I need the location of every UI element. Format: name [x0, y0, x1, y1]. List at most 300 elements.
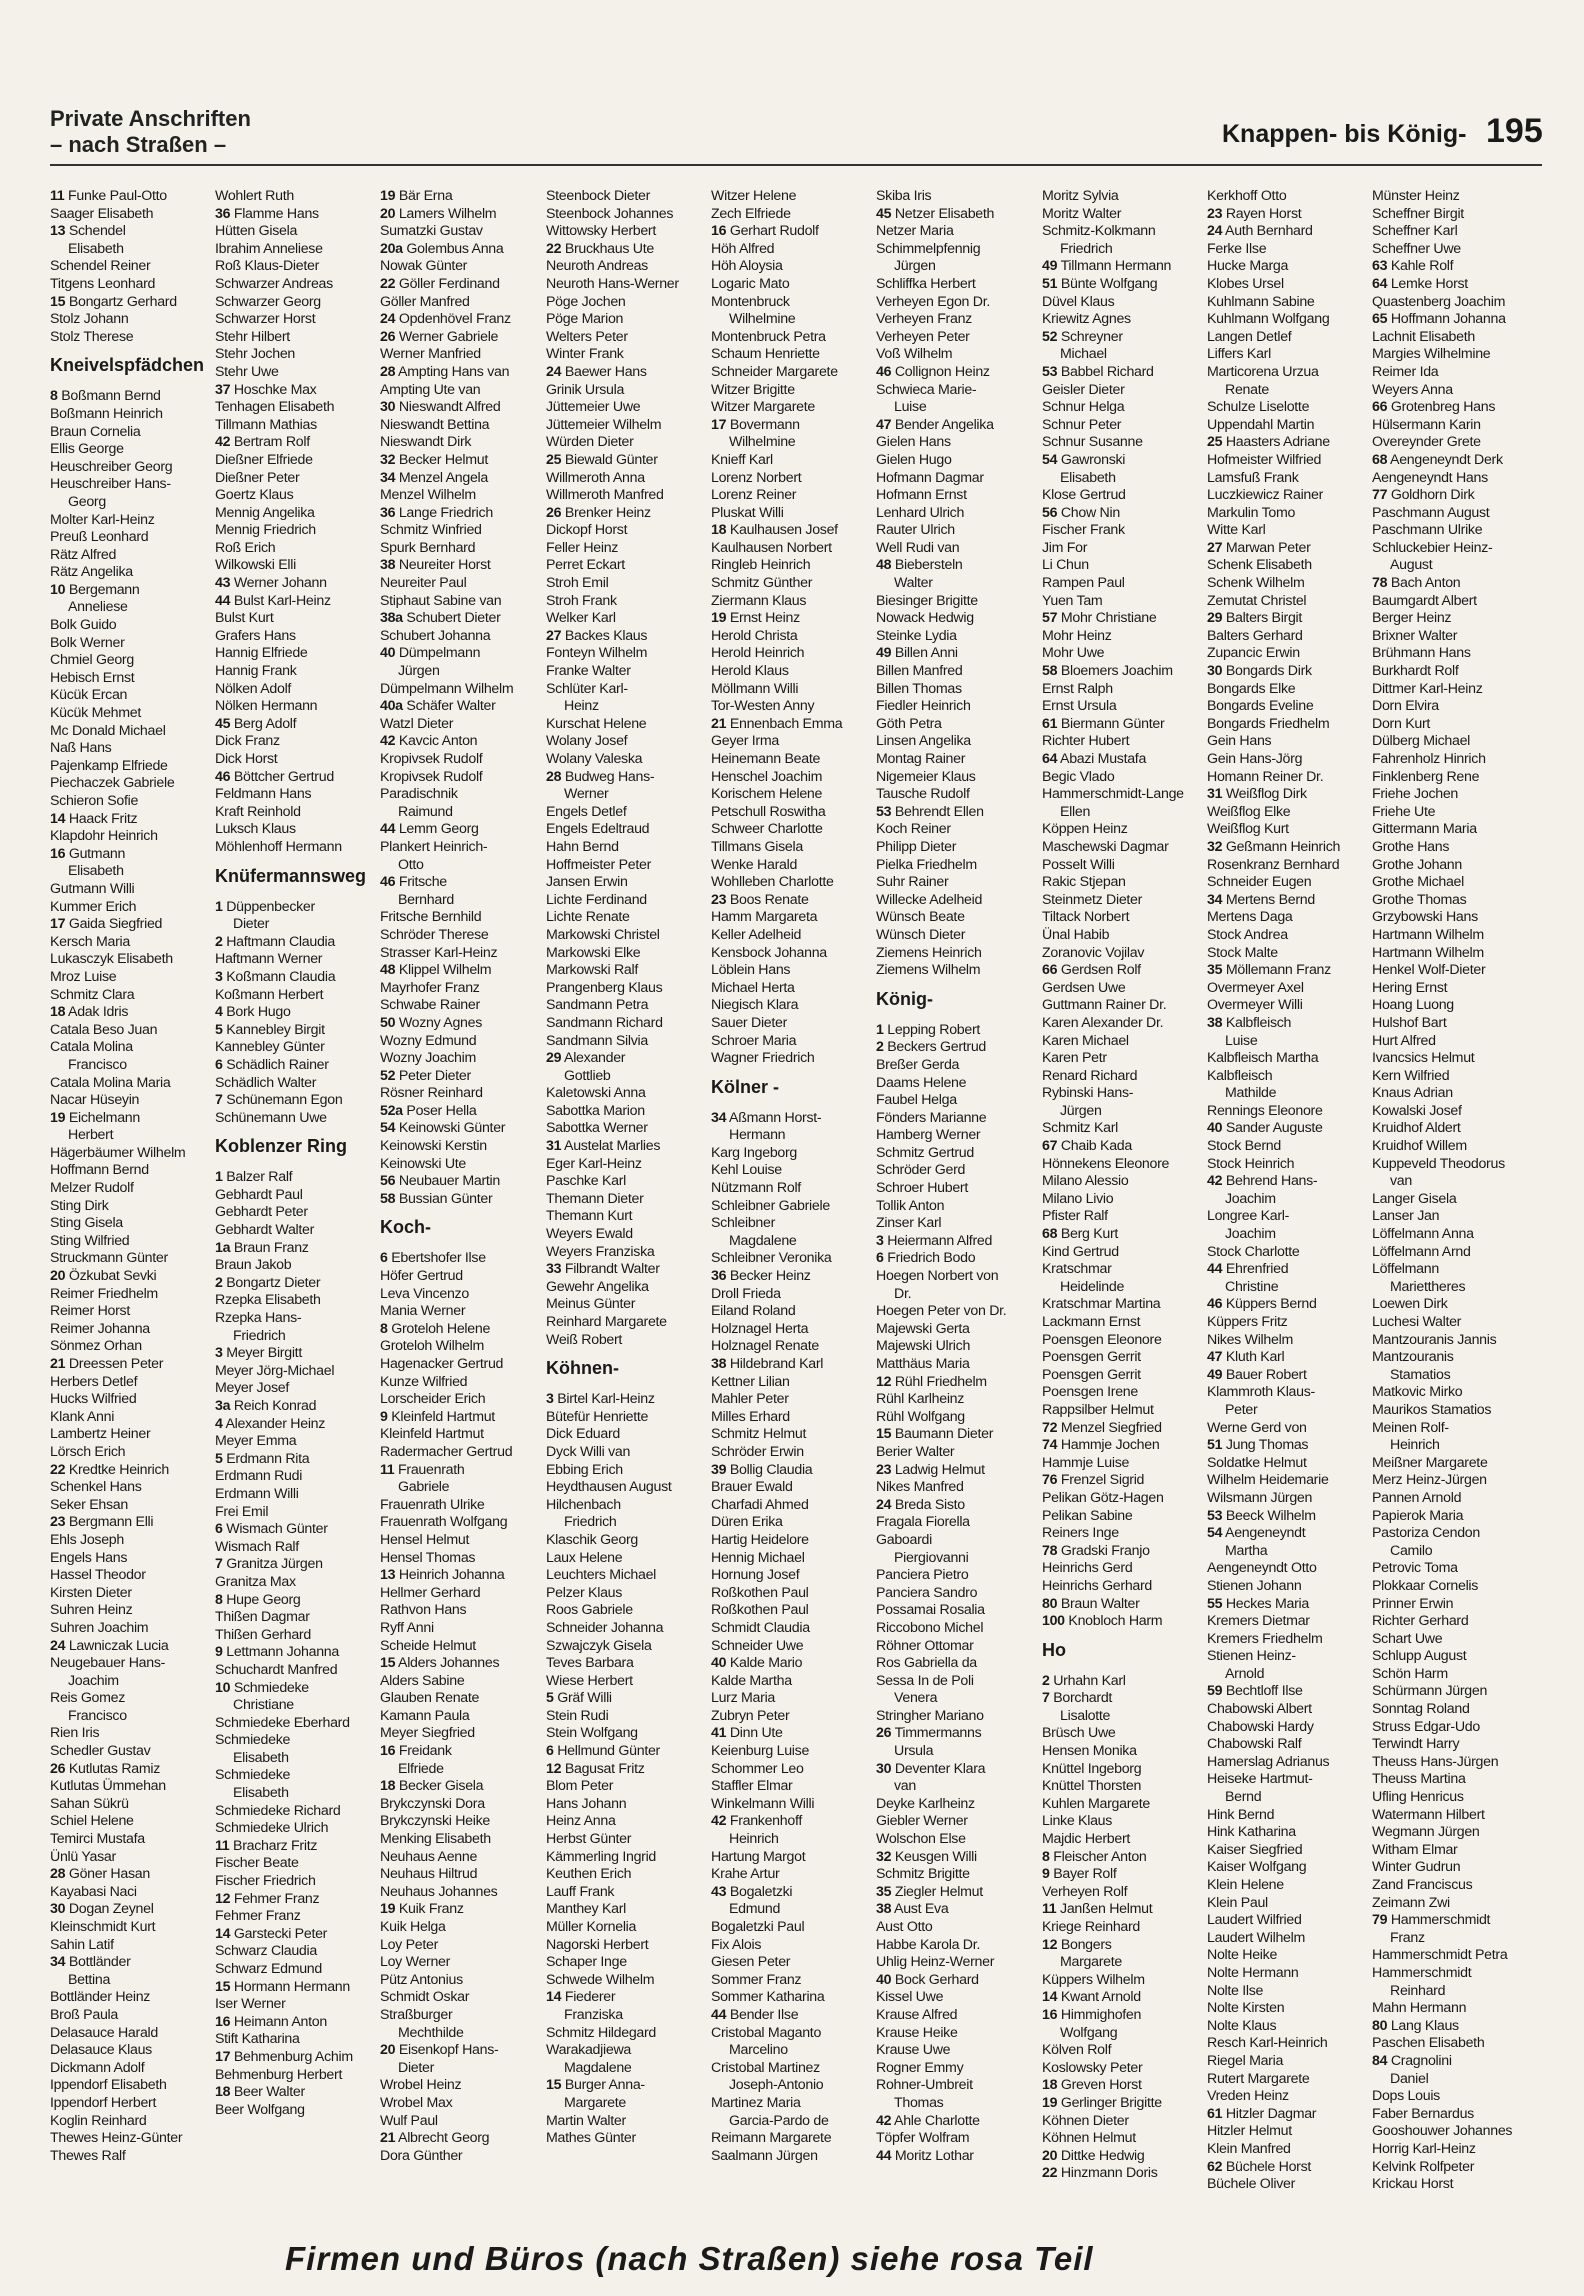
- directory-entry: Vreden Heinz: [1207, 2088, 1289, 2105]
- directory-entry: Dümpelmann Wilhelm: [380, 680, 514, 697]
- directory-entry: 23 Rayen Horst: [1207, 205, 1302, 222]
- directory-entry: Kayabasi Naci: [50, 1883, 137, 1900]
- directory-entry: 30 Bongards Dirk: [1207, 663, 1312, 680]
- directory-entry: Hammerschmidt: [1372, 1964, 1472, 1981]
- directory-entry: Kriege Reinhard: [1042, 1919, 1141, 1935]
- house-number: 30: [876, 1760, 892, 1777]
- directory-entry: Hucks Wilfried: [50, 1391, 137, 1408]
- house-number: 38: [876, 1901, 892, 1918]
- directory-entry: 52a Poser Hella: [380, 1102, 477, 1119]
- entry-continuation: Franziska: [564, 2006, 623, 2023]
- directory-entry: Keller Adelheid: [711, 926, 802, 943]
- directory-entry: Reimer Johanna: [50, 1320, 150, 1337]
- directory-entry: Schleibner Gabriele: [711, 1197, 830, 1214]
- entry-continuation: Margarete: [564, 2094, 626, 2111]
- directory-entry: Tollik Anton: [876, 1197, 945, 1214]
- directory-entry: Schenkel Hans: [50, 1479, 142, 1496]
- house-number: 24: [380, 311, 396, 328]
- column-7: [1042, 188, 1204, 2182]
- directory-entry: Kunze Wilfried: [380, 1373, 468, 1390]
- directory-entry: Gutmann Willi: [50, 880, 135, 897]
- directory-entry: Meißner Margarete: [1372, 1454, 1488, 1471]
- directory-entry: Schwabe Rainer: [380, 997, 480, 1014]
- directory-entry: Schleibner Veronika: [711, 1250, 832, 1267]
- directory-entry: Schmitz Brigitte: [876, 1866, 970, 1883]
- directory-entry: Piechaczek Gabriele: [50, 775, 175, 792]
- house-number: 23: [711, 891, 727, 908]
- entry-continuation: Magdalene: [564, 2059, 632, 2076]
- directory-entry: Lichte Ferdinand: [546, 891, 647, 908]
- house-number: 28: [380, 363, 396, 380]
- directory-entry: Perret Eckart: [546, 557, 625, 574]
- directory-entry: Köppen Heinz: [1042, 821, 1128, 838]
- directory-entry: Löffelmann Anna: [1372, 1226, 1474, 1243]
- directory-entry: 55 Heckes Maria: [1207, 1595, 1309, 1612]
- directory-entry: 38 Hildebrand Karl: [711, 1356, 824, 1372]
- house-number: 80: [1372, 2017, 1388, 2034]
- house-number: 78: [1372, 575, 1388, 592]
- directory-entry: Klapdohr Heinrich: [50, 828, 158, 845]
- directory-entry: Droll Frieda: [711, 1285, 781, 1302]
- directory-entry: Reis Gomez: [50, 1690, 126, 1707]
- directory-entry: 62 Büchele Horst: [1207, 2158, 1312, 2175]
- directory-entry: Dora Günther: [380, 2147, 463, 2164]
- directory-entry: Schroer Hubert: [876, 1180, 969, 1197]
- house-number: 51: [1042, 275, 1058, 292]
- directory-entry: Pielka Friedhelm: [876, 856, 977, 873]
- house-number: 31: [546, 1138, 562, 1155]
- directory-entry: 28 Budweg Hans-: [546, 768, 655, 785]
- directory-entry: Bolk Guido: [50, 617, 117, 634]
- house-number: 41: [711, 1725, 727, 1742]
- directory-entry: 78 Bach Anton: [1372, 575, 1461, 592]
- directory-entry: Zand Franciscus: [1372, 1877, 1473, 1893]
- directory-entry: 18 Kaulhausen Josef: [711, 522, 838, 539]
- directory-entry: Brykczynski Dora: [380, 1795, 485, 1812]
- house-number: 44: [215, 592, 231, 609]
- entry-continuation: Elisabeth: [233, 1749, 289, 1766]
- directory-entry: Petschull Roswitha: [711, 803, 826, 820]
- directory-entry: Schmiedeke: [215, 1732, 291, 1749]
- directory-entry: Teves Barbara: [546, 1655, 634, 1672]
- directory-entry: Gein Hans: [1207, 733, 1272, 750]
- directory-entry: 2 Bongartz Dieter: [215, 1274, 321, 1291]
- directory-entry: 45 Netzer Elisabeth: [876, 205, 995, 222]
- house-number: 21: [50, 1356, 66, 1372]
- directory-entry: Stolz Therese: [50, 328, 134, 345]
- directory-entry: Geisler Dieter: [1042, 381, 1125, 398]
- entry-continuation: Elisabeth: [233, 1785, 289, 1802]
- entry-continuation: Joachim: [68, 1672, 119, 1689]
- house-number: 14: [1042, 1989, 1058, 2006]
- directory-entry: 22 Göller Ferdinand: [380, 275, 500, 292]
- directory-entry: Erdmann Rudi: [215, 1468, 303, 1485]
- directory-entry: 20 Eisenkopf Hans-: [380, 2042, 499, 2059]
- directory-entry: 30 Dogan Zeynel: [50, 1901, 154, 1918]
- directory-entry: 6 Wismach Günter: [215, 1521, 328, 1538]
- directory-entry: 77 Goldhorn Dirk: [1372, 487, 1475, 504]
- directory-entry: Heinrichs Gerhard: [1042, 1577, 1153, 1594]
- entry-continuation: van: [1390, 1173, 1412, 1190]
- directory-entry: 16 Gerhart Rudolf: [711, 223, 819, 240]
- directory-entry: Karen Alexander Dr.: [1042, 1014, 1164, 1031]
- house-number: 30: [50, 1901, 66, 1918]
- house-number: 1: [876, 1021, 884, 1038]
- directory-entry: 80 Braun Walter: [1042, 1595, 1140, 1612]
- house-number: 57: [1042, 610, 1058, 627]
- directory-entry: 22 Kredtke Heinrich: [50, 1461, 169, 1478]
- house-number: 43: [711, 1883, 727, 1900]
- directory-entry: Molter Karl-Heinz: [50, 511, 155, 528]
- directory-entry: Schulze Liselotte: [1207, 399, 1310, 416]
- directory-entry: Hink Katharina: [1207, 1824, 1296, 1841]
- house-number: 26: [546, 504, 562, 521]
- house-number: 36: [711, 1268, 727, 1285]
- directory-entry: 11 Frauenrath: [380, 1461, 465, 1478]
- column-9: [1372, 188, 1534, 2193]
- directory-entry: Dorn Kurt: [1372, 715, 1431, 732]
- house-number: 40a: [380, 698, 403, 715]
- directory-entry: 24 Lawniczak Lucia: [50, 1637, 169, 1654]
- directory-entry: Tillmann Mathias: [215, 416, 317, 433]
- directory-entry: 58 Bussian Günter: [380, 1190, 493, 1207]
- directory-entry: Hönnekens Eleonore: [1042, 1155, 1170, 1172]
- house-number: 39: [711, 1461, 727, 1478]
- directory-entry: 19 Ernst Heinz: [711, 610, 800, 627]
- directory-entry: Kannebley Günter: [215, 1039, 325, 1056]
- directory-entry: 56 Neubauer Martin: [380, 1173, 501, 1190]
- directory-entry: Meinen Rolf-: [1372, 1419, 1449, 1436]
- directory-entry: Faubel Helga: [876, 1092, 957, 1109]
- directory-entry: Suhr Rainer: [876, 874, 949, 891]
- directory-entry: 64 Lemke Horst: [1372, 275, 1468, 292]
- entry-continuation: Mariettheres: [1390, 1278, 1466, 1295]
- directory-entry: Margies Wilhelmine: [1372, 346, 1491, 363]
- directory-entry: Schnur Susanne: [1042, 434, 1143, 451]
- directory-entry: Stolz Johann: [50, 311, 129, 328]
- directory-entry: Neuhaus Johannes: [380, 1883, 498, 1900]
- directory-entry: Schwarzer Horst: [215, 311, 316, 328]
- directory-entry: 44 Bender Ilse: [711, 2006, 799, 2023]
- directory-entry: Grafers Hans: [215, 627, 296, 644]
- house-number: 4: [215, 1415, 223, 1432]
- entry-continuation: Christine: [1225, 1278, 1279, 1295]
- directory-entry: Keinowski Ute: [380, 1155, 466, 1172]
- directory-entry: Schwarzer Georg: [215, 293, 321, 310]
- house-number: 42: [380, 733, 396, 750]
- house-number: 6: [380, 1250, 388, 1267]
- house-number: 23: [50, 1514, 66, 1531]
- directory-entry: 15 Burger Anna-: [546, 2077, 645, 2094]
- directory-entry: 58 Bloemers Joachim: [1042, 663, 1173, 680]
- directory-entry: Kämmerling Ingrid: [546, 1848, 657, 1865]
- directory-entry: Steenbock Johannes: [546, 205, 674, 222]
- directory-entry: Schenk Wilhelm: [1207, 575, 1305, 592]
- entry-continuation: Joachim: [1225, 1226, 1276, 1243]
- directory-entry: Braun Jakob: [215, 1257, 292, 1274]
- house-number: 1: [215, 898, 223, 915]
- directory-entry: Milano Livio: [1042, 1190, 1114, 1207]
- directory-entry: 7 Borchardt: [1042, 1690, 1113, 1707]
- directory-entry: Longree Karl-: [1207, 1208, 1290, 1225]
- directory-entry: Netzer Maria: [876, 223, 954, 240]
- directory-entry: Hellmer Gerhard: [380, 1584, 481, 1601]
- house-number: 12: [876, 1373, 892, 1390]
- directory-entry: Schart Uwe: [1372, 1630, 1443, 1647]
- directory-entry: Schürmann Jürgen: [1372, 1683, 1488, 1700]
- directory-entry: Fahrenholz Hinrich: [1372, 751, 1486, 767]
- directory-entry: 31 Weißflog Dirk: [1207, 786, 1307, 803]
- house-number: 17: [50, 916, 66, 933]
- directory-entry: Schleibner: [711, 1215, 776, 1232]
- directory-entry: Hilchenbach: [546, 1496, 621, 1513]
- house-number: 48: [876, 557, 892, 574]
- directory-entry: Berier Walter: [876, 1443, 955, 1460]
- house-number: 43: [215, 575, 231, 592]
- directory-entry: Prangenberg Klaus: [546, 979, 663, 996]
- directory-entry: Petrovic Toma: [1372, 1560, 1458, 1577]
- directory-entry: Horrig Karl-Heinz: [1372, 2140, 1476, 2157]
- directory-entry: Gittermann Maria: [1372, 821, 1477, 838]
- directory-entry: Wohlert Ruth: [215, 188, 294, 204]
- directory-entry: Kissel Uwe: [876, 1989, 944, 2006]
- entry-continuation: Wilhelmine: [729, 434, 796, 451]
- directory-entry: 34 Menzel Angela: [380, 469, 488, 486]
- directory-entry: Dülberg Michael: [1372, 733, 1471, 750]
- directory-entry: Catala Molina: [50, 1039, 133, 1056]
- directory-entry: 50 Wozny Agnes: [380, 1014, 483, 1031]
- directory-entry: Wozny Edmund: [380, 1032, 477, 1049]
- directory-entry: Löblein Hans: [711, 962, 791, 979]
- directory-entry: Paradischnik: [380, 786, 458, 803]
- directory-entry: 27 Marwan Peter: [1207, 539, 1311, 556]
- directory-entry: Groteloh Wilhelm: [380, 1338, 485, 1355]
- directory-entry: Sting Gisela: [50, 1215, 123, 1232]
- street-heading: Köhnen-: [546, 1358, 619, 1379]
- directory-entry: Ibrahim Anneliese: [215, 240, 323, 257]
- house-number: 36: [215, 205, 231, 222]
- directory-entry: Schieron Sofie: [50, 793, 139, 809]
- directory-entry: Nolte Klaus: [1207, 2017, 1277, 2034]
- directory-entry: Pluskat Willi: [711, 504, 784, 521]
- directory-entry: Luczkiewicz Rainer: [1207, 487, 1324, 504]
- directory-entry: Nolte Hermann: [1207, 1964, 1299, 1981]
- directory-entry: Terwindt Harry: [1372, 1736, 1460, 1753]
- directory-entry: Ivancsics Helmut: [1372, 1050, 1475, 1067]
- house-number: 38: [380, 557, 396, 574]
- directory-entry: Saager Elisabeth: [50, 205, 154, 222]
- directory-entry: Herold Heinrich: [711, 645, 805, 662]
- directory-entry: Kirsten Dieter: [50, 1584, 132, 1601]
- entry-continuation: Gabriele: [398, 1479, 450, 1496]
- directory-entry: Stehr Hilbert: [215, 328, 290, 345]
- directory-entry: Hulshof Bart: [1372, 1014, 1447, 1031]
- entry-continuation: Friedrich: [564, 1514, 617, 1531]
- house-number: 28: [50, 1866, 66, 1883]
- directory-entry: 47 Bender Angelika: [876, 416, 994, 433]
- directory-entry: Balters Gerhard: [1207, 627, 1303, 644]
- directory-entry: 52 Peter Dieter: [380, 1067, 471, 1084]
- directory-entry: 9 Bayer Rolf: [1042, 1866, 1117, 1883]
- house-number: 42: [215, 434, 231, 451]
- directory-entry: Eiland Roland: [711, 1303, 796, 1320]
- house-number: 16: [380, 1743, 396, 1760]
- house-number: 64: [1372, 275, 1388, 292]
- directory-entry: Giesen Peter: [711, 1954, 791, 1971]
- directory-entry: Rätz Alfred: [50, 546, 117, 563]
- directory-entry: Jim For: [1042, 539, 1088, 556]
- directory-entry: 5 Gräf Willi: [546, 1690, 612, 1707]
- directory-entry: Leuchters Michael: [546, 1567, 657, 1584]
- directory-entry: Kücük Mehmet: [50, 705, 142, 722]
- entry-continuation: Renate: [1225, 381, 1269, 398]
- directory-entry: Rohner-Umbreit: [876, 2077, 973, 2094]
- directory-entry: Knüttel Ingeborg: [1042, 1760, 1142, 1777]
- directory-entry: Skiba Iris: [876, 188, 932, 204]
- directory-entry: 100 Knobloch Harm: [1042, 1613, 1163, 1630]
- house-number: 40: [1207, 1120, 1223, 1137]
- directory-entry: Wegmann Jürgen: [1372, 1824, 1480, 1841]
- directory-entry: Rappsilber Helmut: [1042, 1401, 1154, 1418]
- house-number: 8: [50, 388, 58, 405]
- house-number: 45: [876, 205, 892, 222]
- directory-entry: Witzer Helene: [711, 188, 797, 204]
- directory-entry: Aengeneyndt Otto: [1207, 1560, 1317, 1577]
- directory-entry: Hoegen Norbert von: [876, 1268, 999, 1285]
- directory-entry: 4 Alexander Heinz: [215, 1415, 326, 1432]
- directory-entry: 41 Dinn Ute: [711, 1725, 783, 1742]
- directory-entry: Jansen Erwin: [546, 874, 628, 891]
- directory-entry: Kowalski Josef: [1372, 1102, 1462, 1119]
- house-number: 9: [380, 1408, 388, 1425]
- directory-entry: Hannig Frank: [215, 663, 297, 680]
- directory-entry: Keinowski Kerstin: [380, 1138, 487, 1155]
- directory-entry: 26 Timmermanns: [876, 1725, 982, 1742]
- directory-entry: Uppendahl Martin: [1207, 416, 1315, 433]
- entry-continuation: Elfriede: [398, 1760, 444, 1777]
- directory-entry: Schünemann Uwe: [215, 1109, 327, 1126]
- directory-entry: Panciera Sandro: [876, 1584, 978, 1601]
- house-number: 19: [380, 1901, 396, 1918]
- directory-entry: 9 Lettmann Johanna: [215, 1644, 339, 1661]
- directory-entry: Welker Karl: [546, 610, 616, 627]
- entry-continuation: Michael: [1060, 346, 1107, 363]
- house-number: 31: [1207, 786, 1223, 803]
- directory-entry: Martinez Maria: [711, 2094, 801, 2111]
- directory-entry: 48 Biebersteln: [876, 557, 963, 574]
- directory-entry: Schwarzer Andreas: [215, 275, 333, 292]
- directory-entry: Schlüter Karl-: [546, 680, 628, 697]
- house-number: 25: [546, 451, 562, 468]
- house-number: 38: [1207, 1014, 1223, 1031]
- directory-entry: Ippendorf Herbert: [50, 2094, 157, 2111]
- directory-entry: 63 Kahle Rolf: [1372, 258, 1454, 275]
- directory-entry: Winkelmann Willi: [711, 1795, 815, 1812]
- directory-entry: Paschen Elisabeth: [1372, 2035, 1485, 2052]
- directory-entry: Laudert Wilfried: [1207, 1912, 1302, 1929]
- house-number: 78: [1042, 1542, 1058, 1559]
- entry-continuation: Reinhard: [1390, 1982, 1446, 1999]
- house-number: 53: [1207, 1507, 1223, 1524]
- directory-entry: Voß Wilhelm: [876, 346, 953, 363]
- directory-entry: Stehr Uwe: [215, 363, 279, 380]
- directory-entry: 16 Gutmann: [50, 845, 126, 862]
- directory-entry: 36 Flamme Hans: [215, 205, 319, 222]
- directory-entry: Paschke Karl: [546, 1173, 626, 1190]
- directory-entry: Gaboardi: [876, 1531, 932, 1548]
- house-number: 15: [380, 1655, 396, 1672]
- house-number: 47: [1207, 1349, 1223, 1366]
- directory-entry: Nölken Adolf: [215, 680, 292, 697]
- house-number: 37: [215, 381, 231, 398]
- directory-entry: 42 Behrend Hans-: [1207, 1173, 1318, 1190]
- directory-entry: Heiseke Hartmut-: [1207, 1771, 1313, 1788]
- directory-entry: Tor-Westen Anny: [711, 698, 815, 715]
- house-number: 72: [1042, 1419, 1058, 1436]
- directory-entry: 15 Bongartz Gerhard: [50, 293, 177, 310]
- directory-entry: 14 Haack Fritz: [50, 810, 138, 827]
- directory-entry: 32 Keusgen Willi: [876, 1848, 977, 1865]
- house-number: 4: [215, 1004, 223, 1021]
- house-number: 3: [215, 1345, 223, 1362]
- directory-entry: Hoffmeister Peter: [546, 856, 652, 873]
- directory-entry: Tillmans Gisela: [711, 838, 803, 855]
- entry-continuation: Franz: [1390, 1929, 1425, 1946]
- entry-continuation: Lisalotte: [1060, 1707, 1111, 1724]
- directory-entry: Charfadi Ahmed: [711, 1496, 809, 1513]
- directory-entry: Poensgen Irene: [1042, 1384, 1138, 1401]
- directory-entry: Lichte Renate: [546, 909, 630, 926]
- section-title-line2: – nach Straßen –: [50, 132, 227, 157]
- directory-entry: Nigemeier Klaus: [876, 768, 976, 785]
- house-number: 40: [380, 645, 396, 662]
- directory-entry: Kehl Louise: [711, 1162, 782, 1179]
- directory-entry: Mennig Angelika: [215, 504, 315, 521]
- directory-entry: Menzel Wilhelm: [380, 487, 476, 504]
- directory-entry: Nieswandt Bettina: [380, 416, 490, 433]
- house-number: 24: [1207, 223, 1223, 240]
- directory-entry: 18 Greven Horst: [1042, 2077, 1142, 2094]
- directory-entry: Frei Emil: [215, 1503, 269, 1520]
- directory-entry: Rühl Wolfgang: [876, 1408, 965, 1425]
- directory-entry: 17 Bovermann: [711, 416, 800, 433]
- directory-entry: Dyck Willi van: [546, 1443, 631, 1460]
- entry-continuation: Elisabeth: [1060, 469, 1116, 486]
- directory-entry: Themann Kurt: [546, 1208, 633, 1225]
- directory-entry: Homann Reiner Dr.: [1207, 768, 1324, 785]
- house-number: 17: [711, 416, 727, 433]
- directory-entry: 8 Hupe Georg: [215, 1591, 301, 1608]
- directory-entry: Wenke Harald: [711, 856, 798, 873]
- directory-entry: 34 Bottländer: [50, 1954, 131, 1971]
- directory-entry: Schmiedeke: [215, 1767, 291, 1784]
- entry-continuation: Garcia-Pardo de: [729, 2112, 829, 2129]
- house-number: 34: [380, 469, 396, 486]
- directory-entry: 20 Dittke Hedwig: [1042, 2147, 1145, 2164]
- directory-entry: Hebisch Ernst: [50, 669, 135, 686]
- directory-entry: Rien Iris: [50, 1725, 100, 1742]
- directory-entry: Plokkaar Cornelis: [1372, 1577, 1479, 1594]
- directory-entry: 38 Neureiter Horst: [380, 557, 491, 574]
- house-number: 32: [1207, 838, 1223, 855]
- house-number: 54: [380, 1120, 396, 1137]
- directory-entry: Radermacher Gertrud: [380, 1443, 513, 1460]
- directory-entry: 78 Gradski Franjo: [1042, 1542, 1150, 1559]
- directory-entry: 31 Austelat Marlies: [546, 1138, 661, 1155]
- directory-entry: Hamerslag Adrianus: [1207, 1753, 1330, 1770]
- directory-entry: Loewen Dirk: [1372, 1296, 1448, 1313]
- directory-entry: Schaum Henriette: [711, 346, 820, 363]
